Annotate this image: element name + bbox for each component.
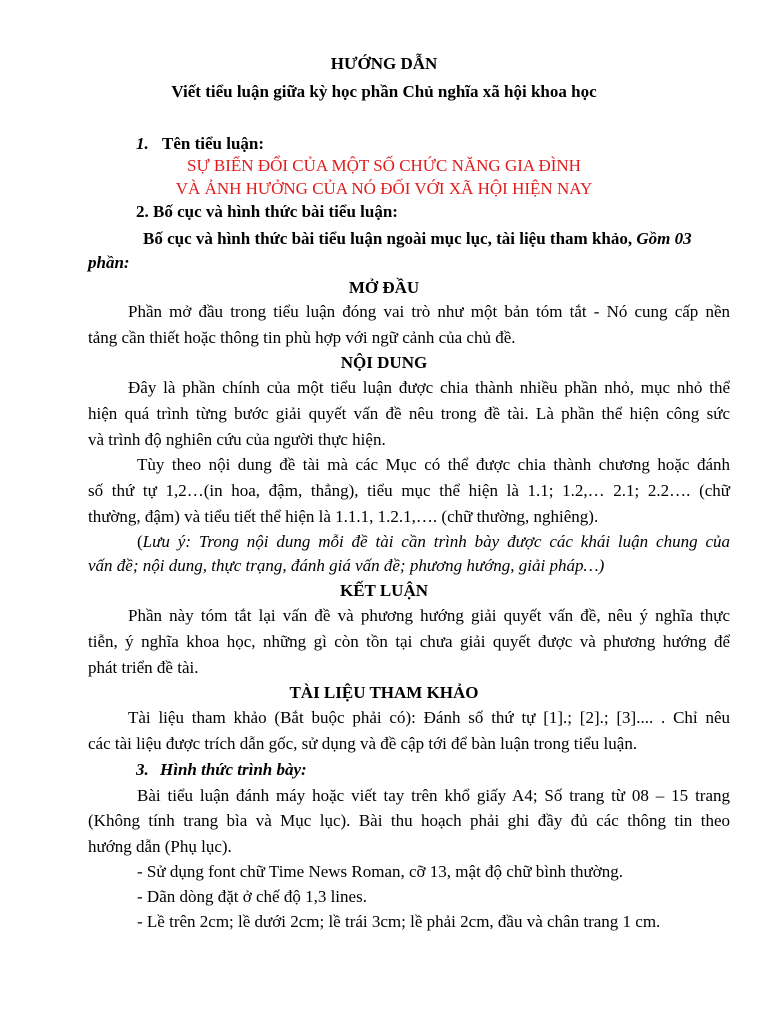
note-line-2: vấn đề; nội dung, thực trạng, đánh giá vấn đề; phương hướng, giải pháp…): [88, 556, 605, 575]
form-line-3: hướng dẫn (Phụ lục).: [88, 837, 232, 856]
note-text-1: Lưu ý: Trong nội dung mỗi đề tài cần trình bày được các khái luận chung của: [142, 532, 730, 551]
content-p1-line-1: Đây là phần chính của một tiểu luận được chia thành nhiều phần nhỏ, mục nhỏ thể: [128, 378, 730, 397]
section-1-heading: Tên tiểu luận:: [162, 134, 265, 153]
conclusion-line-2: tiễn, ý nghĩa khoa học, những gì còn tồn tại chưa giải quyết được và phương hướng để: [88, 632, 730, 651]
section-3-number: 3.: [136, 760, 149, 779]
references-line-2: các tài liệu được trích dẫn gốc, sử dụng và đề cập tới để bàn luận trong tiểu luận.: [88, 734, 638, 753]
form-line-2: (Không tính trang bìa và Mục lục). Bài thu hoạch phải ghi đầy đủ các thông tin theo: [88, 811, 730, 830]
section-2-intro-italic: Gồm 03: [636, 229, 692, 248]
topic-title-line-2: VÀ ẢNH HƯỞNG CỦA NÓ ĐỐI VỚI XÃ HỘI HIỆN NAY: [175, 179, 593, 198]
section-2-intro-line-2: phần:: [88, 253, 130, 272]
section-1-number: 1.: [136, 134, 149, 153]
format-bullet-margins: - Lề trên 2cm; lề dưới 2cm; lề trái 3cm; lề phải 2cm, đầu và chân trang 1 cm.: [137, 912, 661, 931]
intro-text-line-1: Phần mở đầu trong tiểu luận đóng vai trò như một bản tóm tắt - Nó cung cấp nền: [128, 302, 730, 321]
heading-intro: MỞ ĐẦU: [348, 278, 420, 297]
note-open-paren: (: [137, 532, 143, 551]
heading-conclusion: KẾT LUẬN: [339, 581, 428, 600]
form-line-1: Bài tiểu luận đánh máy hoặc viết tay trên khổ giấy A4; Số trang từ 08 – 15 trang: [137, 786, 730, 805]
heading-references: TÀI LIỆU THAM KHẢO: [289, 683, 479, 702]
references-line-1: Tài liệu tham khảo (Bắt buộc phải có): Đánh số thứ tự [1].; [2].; [3].... . Chỉ nêu: [128, 708, 730, 727]
topic-title-line-1: SỰ BIẾN ĐỔI CỦA MỘT SỐ CHỨC NĂNG GIA ĐÌNH: [187, 156, 581, 175]
conclusion-line-1: Phần này tóm tắt lại vấn đề và phương hướng giải quyết vấn đề, nêu ý nghĩa thực: [128, 606, 730, 625]
document-title: HƯỚNG DẪN: [330, 54, 438, 73]
document-subtitle: Viết tiểu luận giữa kỳ học phần Chủ nghĩa xã hội khoa học: [171, 82, 597, 101]
heading-content: NỘI DUNG: [340, 353, 428, 372]
content-p1-line-2: hiện quá trình từng bước giải quyết vấn đề nêu trong đề tài. Là phần thể hiện công sức: [88, 404, 730, 423]
content-p2-line-2: số thứ tự 1,2…(in hoa, đậm, thẳng), tiểu mục thể hiện là 1.1; 1.2,… 2.1; 2.2…. (chữ: [88, 481, 730, 500]
content-p1-line-3: và trình độ nghiên cứu của người thực hiện.: [88, 430, 386, 449]
section-2-intro-text: Bố cục và hình thức bài tiểu luận ngoài mục lục, tài liệu tham khảo,: [143, 229, 633, 248]
intro-text-line-2: tảng cần thiết hoặc thông tin phù hợp với ngữ cảnh của chủ đề.: [88, 328, 516, 347]
content-p2-line-3: thường, đậm) và tiểu tiết thể hiện là 1.1.1, 1.2.1,…. (chữ thường, nghiêng).: [88, 507, 599, 526]
section-2-intro-line-1: [143, 230, 692, 247]
section-3-heading: Hình thức trình bày:: [160, 760, 307, 779]
note-line-1: [137, 533, 730, 550]
content-p2-line-1: Tùy theo nội dung đề tài mà các Mục có thể được chia thành chương hoặc đánh: [137, 455, 730, 474]
format-bullet-spacing: - Dãn dòng đặt ở chế độ 1,3 lines.: [137, 887, 367, 906]
format-bullet-font: - Sử dụng font chữ Time News Roman, cỡ 13, mật độ chữ bình thường.: [137, 862, 623, 881]
section-2-heading: 2. Bố cục và hình thức bài tiểu luận:: [136, 202, 398, 221]
conclusion-line-3: phát triển đề tài.: [88, 658, 199, 677]
